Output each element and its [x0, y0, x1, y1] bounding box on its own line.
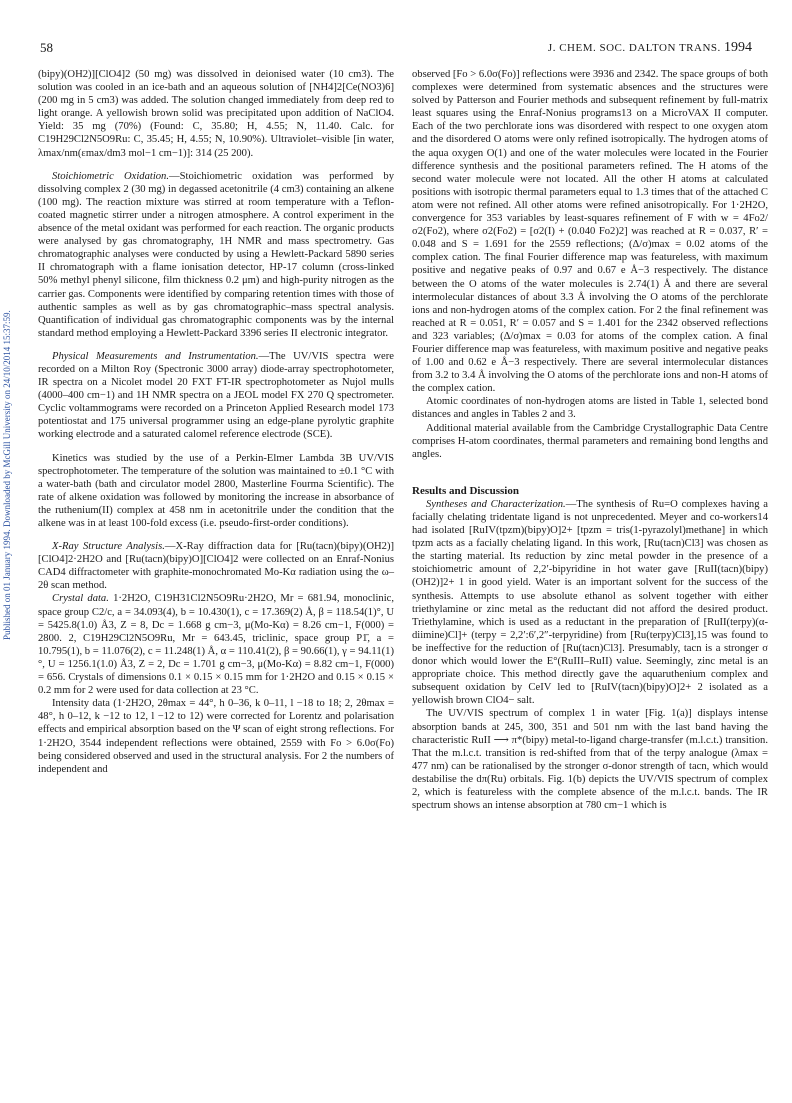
paragraph — [412, 498, 768, 708]
download-notice[interactable]: Published on 01 January 1994. Downloaded by McGill University on 24/10/2014 15:37:59. — [2, 310, 12, 640]
paragraph: Atomic coordinates of non-hydrogen atoms are listed in Table 1, selected bond distances and angles in Tables 2 and 3. — [412, 396, 768, 421]
paragraph: The UV/VIS spectrum of complex 1 in water [Fig. 1(a)] displays intense absorption bands at 245, 300, 351 and 501 nm with the last band having the characteristic RuII ⟶ π*(bipy) metal-to-ligand charge-transfer (m.l.c.t.) transition. That the m.l.c.t. transition is red-shifted from that of the terpy analogue (λmax = 477 nm) can be rationalised by the stronger σ-donor strength of tacn, which would destabilise the dπ(Ru) orbitals. Fig. 1(b) depicts the UV/VIS spectrum of complex 2, which is featureless with the complete absence of the m.l.c.t. bands. The IR spectrum shows an intense absorption at 780 cm−1 which is — [412, 708, 768, 812]
page-number: 58 — [40, 40, 53, 55]
section-heading: Results and Discussion — [412, 484, 519, 497]
left-column — [38, 68, 394, 786]
running-head — [548, 40, 752, 56]
run-in-heading: X-Ray Structure Analysis. — [52, 541, 165, 553]
paragraph-text: —Stoichiometric oxidation was performed by dissolving complex 2 (30 mg) in degassed acetonitrile (4 cm3) containing an alkene (100 mg). The reaction mixture was stirred at room temperature with a Teflon-coated magnetic stirrer under a nitrogen atmosphere. A control experiment in the absence of the metal oxidant was performed for each reaction. The organic products were analysed by gas chromatography, 1H NMR and mass spectrometry. Gas chromatographic analyses were conducted by using a Hewlett-Packard 5890 series II chromatograph with a flame ionisation detector, HP-17 column (cross-linked 50% methyl phenyl silicone, film thickness 0.2 μm) and high-purity nitrogen as the carrier gas. Components were identified by comparing retention times with those of authentic samples as well as by gas chromatographic–mass spectral analysis. Quantification of individual gas chromatographic components was by the internal standard method employing a Hewlett-Packard 3396 series II electronic integrator. — [38, 170, 395, 339]
journal-name: J. CHEM. SOC. DALTON TRANS. — [547, 42, 721, 54]
paragraph: Intensity data (1·2H2O, 2θmax = 44°, h 0–36, k 0–11, l −18 to 18; 2, 2θmax = 48°, h 0–12, k −12 to 12, l −12 to 12) were corrected for Lorentz and polarisation effects and empirical absorption based on the Ψ scan of eight strong reflections. For 1·2H2O, 3544 independent reflections were obtained, 2559 with Fo > 6.0σ(Fo) being considered observed and used in the structural analysis. For 2 the numbers of independent and — [38, 698, 394, 775]
paragraph: Kinetics was studied by the use of a Perkin-Elmer Lambda 3B UV/VIS spectrophotometer. The temperature of the solution was maintained to ±0.1 °C with a water-bath (bath and circulator model 2800, Masterline Fourma Scientific). The rate of alkene oxidation was followed by monitoring the increase in absorbance of the ruthenium(II) complex at 458 nm in acetonitrile under the condition that the alkene was in at least 100-fold excess (i.e. pseudo-first-order conditions). — [38, 452, 394, 529]
run-in-heading: Syntheses and Characterization. — [426, 498, 566, 510]
paragraph-text: —The UV/VIS spectra were recorded on a Milton Roy (Spectronic 3000 array) diode-array spectrophotometer, IR spectra on a Nicolet model 20 FXT FT-IR spectrophotometer as Nujol mulls (4000–400 cm−1) and 1H NMR spectra on a JEOL model FX 270 Q spectrometer. Cyclic voltammograms were recorded on a Princeton Applied Research model 173 potentiostat and 175 universal programmer using an edge-plane pyrolytic graphite working electrode and a saturated calomel reference electrode (SCE). — [38, 350, 394, 441]
paragraph — [38, 170, 394, 340]
paragraph: observed [Fo > 6.0σ(Fo)] reflections were 3936 and 2342. The space groups of both complexes were determined from systematic absences and the structures were solved by Patterson and Fourier methods and subsequent refinement by full-matrix least squares using the Enraf-Nonius programs13 on a MicroVAX II computer. Each of the two perchlorate ions was disordered with respect to one oxygen atom and the disordered O atoms were only refined isotropically. The hydrogen atoms of the aqua oxygen O(1) and one of the water molecules were located in the Fourier difference synthesis and the positional parameters refined. The H atoms of the second water molecule were not located. All the other H atoms at calculated positions with isotropic thermal parameters equal to 1.3 times that of the attached C atom were not refined. All other atoms were refined anisotropically. For 1·2H2O, convergence for 353 variables by least-squares refinement of F with w = 4Fo2/σ2(Fo2), where σ2(Fo2) = [σ2(I) + (0.040 Fo2)2] was reached at R = 0.037, R′ = 0.048 and S = 1.691 for the 2559 reflections; (Δ/σ)max = 0.02 atoms of the complex cation. The final Fourier difference map was featureless, with maximum positive and negative peaks of 0.97 and 0.67 e Å−3 respectively. The distance between the O atoms of the water molecules is 2.74(1) Å and there are several intermolecular distances of about 3.3 Å involving the O atoms of the perchlorate ions and non-hydrogen atoms of the complex cation. For 2 the final refinement was reached at R = 0.051, R′ = 0.057 and S = 1.401 for the 2342 observed reflections and 323 variables; (Δ/σ)max = 0.03 for atoms of the complex cation. A final Fourier difference map was featureless, with maximum positive and negative peaks of 1.00 and 0.62 e Å−3 respectively. There are several intermolecular distances from 3.2 to 3.4 Å involving the O atoms of the perchlorate ions and non-H atoms of the complex cation. — [412, 69, 768, 395]
paragraph — [38, 592, 394, 697]
run-in-heading: Crystal data. — [52, 593, 109, 605]
paragraph — [38, 540, 394, 592]
paragraph: (bipy)(OH2)][ClO4]2 (50 mg) was dissolved in deionised water (10 cm3). The solution was cooled in an ice-bath and an aqueous solution of [NH4]2[Ce(NO3)6] (200 mg in 5 cm3) was added. The solution changed immediately from deep red to light orange. A yellowish brown solid was precipitated upon addition of NaClO4. Yield: 35 mg (70%) (Found: C, 35.80; H, 4.55; N, 11.40. Calc. for C19H29Cl2N5O9Ru: C, 35.45; H, 4.55; N, 10.90%). Ultraviolet–visible [in water, λmax/nm(εmax/dm3 mol−1 cm−1)]: 314 (25 200). — [38, 69, 394, 159]
journal-year: 1994 — [724, 40, 752, 55]
right-column — [412, 68, 768, 822]
run-in-heading: Stoichiometric Oxidation. — [52, 170, 170, 182]
paragraph — [38, 350, 394, 442]
run-in-heading: Physical Measurements and Instrumentation. — [52, 350, 259, 362]
paragraph-text: —X-Ray diffraction data for [Ru(tacn)(bipy)(OH2)][ClO4]2·2H2O and [Ru(tacn)(bipy)O][ClO4]2 were collected on an Enraf-Nonius CAD4 diffractometer with graphite-monochromated Mo-Kα radiation using the ω–2θ scan method. — [38, 541, 395, 592]
paragraph: Additional material available from the Cambridge Crystallographic Data Centre comprises H-atom coordinates, thermal parameters and remaining bond lengths and angles. — [412, 422, 768, 460]
paragraph-text: 1·2H2O, C19H31Cl2N5O9Ru·2H2O, Mr = 681.94, monoclinic, space group C2/c, a = 34.093(4), b = 10.430(1), c = 17.369(2) Å, β = 118.54(1)°, U = 5425.8(1.0) Å3, Z = 8, Dc = 1.668 g cm−3, μ(Mo-Kα) = 8.26 cm−1, F(000) = 2800. 2, C19H29Cl2N5O9Ru, Mr = 643.45, triclinic, space group P1̄, a = 10.795(1), b = 11.076(2), c = 11.248(1) Å, α = 110.41(2), β = 90.66(1), γ = 94.11(1)°, U = 1256.1(1.0) Å3, Z = 2, Dc = 1.701 g cm−3, μ(Mo-Kα) = 8.82 cm−1, F(000) = 656. Crystals of dimensions 0.1 × 0.15 × 0.15 mm for 1·2H2O and 0.15 × 0.15 × 0.2 mm for 2 were used for data collection at 23 °C. — [38, 593, 395, 697]
paragraph-text: —The synthesis of Ru=O complexes having a facially chelating tridentate ligand is not unprecedented. Meyer and co-workers14 had isolated [RuIV(tpzm)(bipy)O]2+ [tpzm = tris(1-pyrazolyl)methane] in which tpzm acts as a facially chelating ligand. In this work, [Ru(tacn)Cl3] was chosen as the starting material. Its reduction by zinc metal powder in the presence of a stoichiometric amount of 2,2′-bipyridine in hot water gave [RuII(tacn)(bipy)(OH2)]2+ 1 in good yield. Water is an important solvent for the success of the synthesis. Attempts to use absolute ethanol as solvent together with either triethylamine or zinc metal as the reductant did not afford the desired product. Triethylamine, which is used as a reductant in the preparation of [RuII(terpy)(α-diimine)Cl]+ (terpy = 2,2′:6′,2″-terpyridine) from [Ru(terpy)Cl3],15 was found to be ineffective for the reduction of [Ru(tacn)Cl3]. Presumably, tacn is a stronger σ donor which would lower the E°(RuIII–RuII) value. Seemingly, zinc metal is an appropriate choice. This method directly gave the aquaruthenium complex and subsequent oxidation by CeIV led to [RuIV(tacn)(bipy)O]2+ 2 isolated as a yellowish brown ClO4− salt. — [412, 498, 768, 707]
